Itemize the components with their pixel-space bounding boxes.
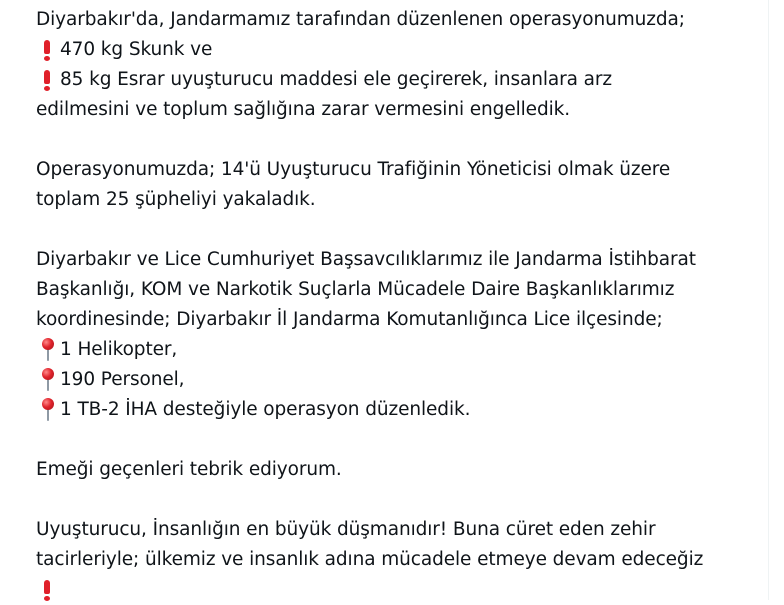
text-line: Operasyonumuzda; 14'ü Uyuşturucu Trafiğinin Yöneticisi olmak üzere bbox=[36, 159, 671, 180]
list-item-text: 1 Helikopter, bbox=[60, 339, 178, 360]
text-line: edilmesini ve toplum sağlığına zarar vermesini engelledik. bbox=[36, 99, 571, 120]
text-line: Emeği geçenleri tebrik ediyorum. bbox=[36, 459, 342, 480]
pushpin-icon bbox=[36, 365, 60, 395]
exclamation-icon bbox=[36, 575, 60, 605]
post-text bbox=[36, 5, 766, 605]
list-item bbox=[36, 335, 766, 365]
list-item bbox=[36, 395, 766, 425]
text-line: Diyarbakır'da, Jandarmamız tarafından düzenlenen operasyonumuzda; bbox=[36, 9, 685, 30]
list-item bbox=[36, 35, 766, 65]
text-line: toplam 25 şüpheliyi yakaladık. bbox=[36, 189, 316, 210]
list-item-text: 470 kg Skunk ve bbox=[60, 39, 213, 60]
exclamation-icon bbox=[36, 65, 60, 95]
list-item-text: 1 TB-2 İHA desteğiyle operasyon düzenledik. bbox=[60, 399, 471, 420]
list-item-text: 85 kg Esrar uyuşturucu maddesi ele geçirerek, insanlara arz bbox=[60, 69, 613, 90]
text-line: Uyuşturucu, İnsanlığın en büyük düşmanıdır! Buna cüret eden zehir bbox=[36, 519, 656, 540]
text-line: tacirleriyle; ülkemiz ve insanlık adına mücadele etmeye devam edeceğiz bbox=[36, 549, 704, 570]
pushpin-icon bbox=[36, 395, 60, 425]
text-line: koordinesinde; Diyarbakır İl Jandarma Komutanlığınca Lice ilçesinde; bbox=[36, 309, 663, 330]
list-item-text: 190 Personel, bbox=[60, 369, 185, 390]
list-item bbox=[36, 575, 766, 605]
text-line: Başkanlığı, KOM ve Narkotik Suçlarla Mücadele Daire Başkanlıklarımız bbox=[36, 279, 675, 300]
list-item bbox=[36, 365, 766, 395]
text-line: Diyarbakır ve Lice Cumhuriyet Başsavcılıklarımız ile Jandarma İstihbarat bbox=[36, 249, 696, 270]
exclamation-icon bbox=[36, 35, 60, 65]
column-divider bbox=[768, 0, 769, 600]
list-item bbox=[36, 65, 766, 95]
pushpin-icon bbox=[36, 335, 60, 365]
